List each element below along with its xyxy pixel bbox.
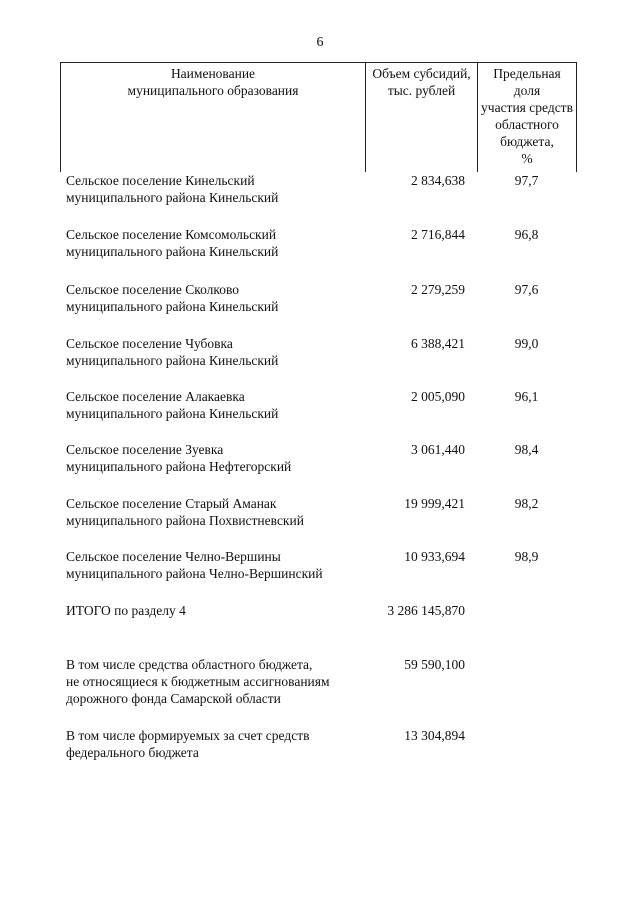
row-name-line: муниципального района Нефтегорский	[66, 459, 292, 474]
header-share-column	[478, 63, 576, 172]
row-share: 97,7	[514, 173, 539, 188]
total-name-line: федерального бюджета	[66, 745, 199, 760]
total-name-line: ИТОГО по разделу 4	[66, 603, 186, 618]
header-share-line: бюджета,	[500, 134, 554, 149]
row-share: 99,0	[514, 336, 539, 351]
row-share: 98,9	[514, 549, 539, 564]
total-volume: 3 286 145,870	[387, 603, 465, 618]
row-volume: 6 388,421	[411, 336, 465, 351]
row-volume: 2 716,844	[411, 227, 465, 242]
total-name-line: не относящиеся к бюджетным ассигнованиям	[66, 674, 330, 689]
header-share-line: Предельная	[493, 66, 561, 81]
row-name	[66, 226, 366, 260]
total-name-line: В том числе формируемых за счет средств	[66, 728, 310, 743]
row-volume: 2 279,259	[411, 282, 465, 297]
row-name-line: Сельское поселение Алакаевка	[66, 389, 245, 404]
row-name	[66, 495, 366, 529]
row-name-line: муниципального района Кинельский	[66, 190, 279, 205]
row-share: 98,4	[514, 442, 539, 457]
row-volume: 2 834,638	[411, 173, 465, 188]
total-volume: 13 304,894	[404, 728, 465, 743]
row-name-line: Сельское поселение Старый Аманак	[66, 496, 277, 511]
row-name	[66, 335, 366, 369]
row-name-line: муниципального района Кинельский	[66, 244, 279, 259]
header-share-line: доля	[513, 83, 541, 98]
row-name	[66, 281, 366, 315]
row-name-line: муниципального района Челно-Вершинский	[66, 566, 323, 581]
header-volume-line: тыс. рублей	[387, 83, 456, 98]
total-volume: 59 590,100	[404, 657, 465, 672]
row-name	[66, 172, 366, 206]
row-name	[66, 441, 366, 475]
total-name-line: В том числе средства областного бюджета,	[66, 657, 313, 672]
header-share-line: участия средств	[481, 100, 573, 115]
row-name	[66, 548, 366, 582]
row-name-line: муниципального района Кинельский	[66, 406, 279, 421]
row-volume: 19 999,421	[404, 496, 465, 511]
row-share: 96,8	[514, 227, 539, 242]
row-name-line: Сельское поселение Чубовка	[66, 336, 233, 351]
total-name	[66, 602, 366, 619]
row-share: 97,6	[514, 282, 539, 297]
table-header	[60, 62, 577, 172]
row-name-line: Сельское поселение Кинельский	[66, 173, 255, 188]
row-name-line: Сельское поселение Комсомольский	[66, 227, 277, 242]
row-share: 96,1	[514, 389, 539, 404]
header-share-line: %	[521, 151, 533, 166]
header-volume-line: Объем субсидий,	[372, 66, 471, 81]
header-name-line: муниципального образования	[127, 83, 299, 98]
total-name-line: дорожного фонда Самарской области	[66, 691, 281, 706]
row-name-line: Сельское поселение Челно-Вершины	[66, 549, 281, 564]
header-share-line: областного	[495, 117, 559, 132]
total-name	[66, 727, 366, 761]
row-name-line: муниципального района Похвистневский	[66, 513, 304, 528]
row-volume: 2 005,090	[411, 389, 465, 404]
total-name	[66, 656, 366, 707]
row-share: 98,2	[514, 496, 539, 511]
row-volume: 10 933,694	[404, 549, 465, 564]
header-name-line: Наименование	[170, 66, 256, 81]
row-volume: 3 061,440	[411, 442, 465, 457]
header-name-column	[61, 63, 366, 172]
row-name-line: Сельское поселение Зуевка	[66, 442, 224, 457]
page-number: 6	[316, 35, 324, 50]
row-name-line: муниципального района Кинельский	[66, 353, 279, 368]
row-name-line: Сельское поселение Сколково	[66, 282, 240, 297]
row-name-line: муниципального района Кинельский	[66, 299, 279, 314]
header-volume-column	[366, 63, 478, 172]
row-name	[66, 388, 366, 422]
